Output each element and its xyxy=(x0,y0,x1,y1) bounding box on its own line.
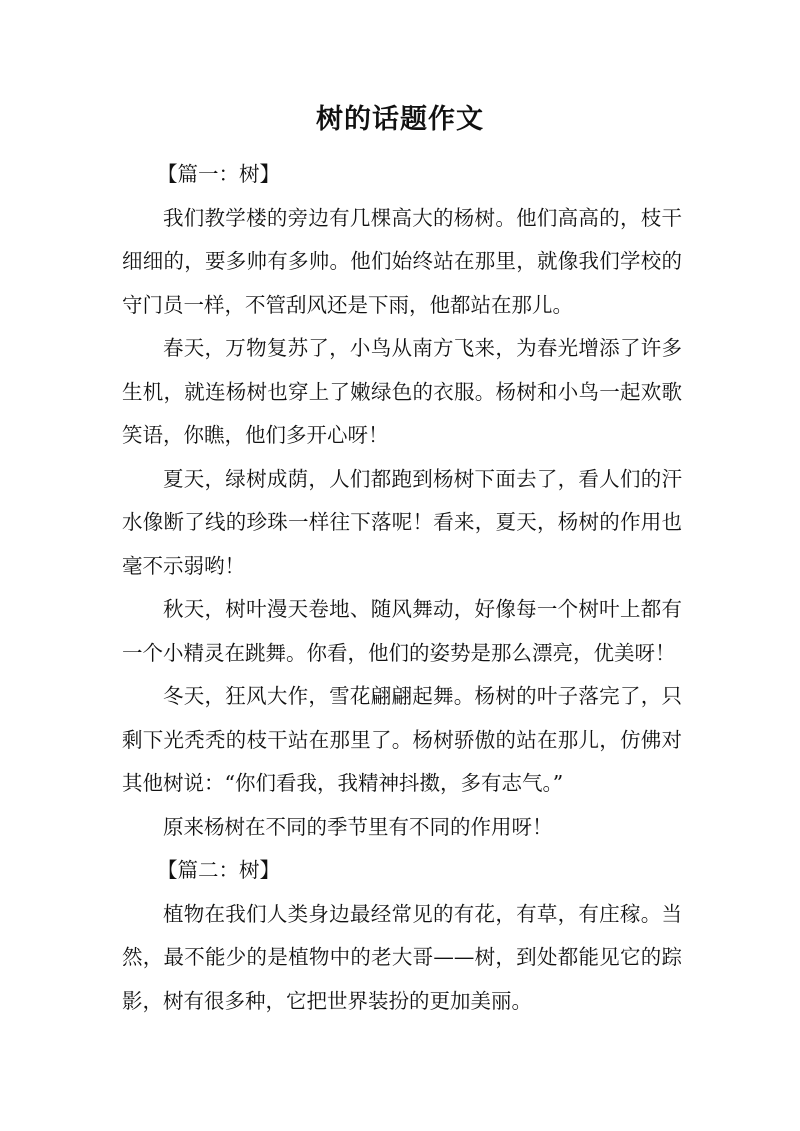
paragraph: 冬天，狂风大作，雪花翩翩起舞。杨树的叶子落完了，只剩下光秃秃的枝干站在那里了。杨树骄傲的站在那儿，仿佛对其他树说：“你们看我，我精神抖擞，多有志气。” xyxy=(122,684,682,795)
section-heading-1: 【篇一：树】 xyxy=(157,162,280,186)
paragraph: 我们教学楼的旁边有几棵高大的杨树。他们高高的，枝干细细的，要多帅有多帅。他们始终站在那里，就像我们学校的守门员一样，不管刮风还是下雨，他都站在那儿。 xyxy=(122,205,682,317)
paragraph: 春天，万物复苏了，小鸟从南方飞来，为春光增添了许多生机，就连杨树也穿上了嫩绿色的衣服。杨树和小鸟一起欢歌笑语，你瞧，他们多开心呀！ xyxy=(122,336,682,447)
document-title: 树的话题作文 xyxy=(316,104,484,135)
paragraph: 原来杨树在不同的季节里有不同的作用呀！ xyxy=(163,814,553,839)
paragraph: 植物在我们人类身边最经常见的有花，有草，有庄稼。当然，最不能少的是植物中的老大哥——树，到处都能见它的踪影，树有很多种，它把世界装扮的更加美丽。 xyxy=(122,901,682,1013)
paragraph: 秋天，树叶漫天卷地、随风舞动，好像每一个树叶上都有一个小精灵在跳舞。你看，他们的姿势是那么漂亮，优美呀！ xyxy=(122,597,682,665)
paragraph: 夏天，绿树成荫，人们都跑到杨树下面去了，看人们的汗水像断了线的珍珠一样往下落呢！看来，夏天，杨树的作用也毫不示弱哟！ xyxy=(122,466,682,578)
section-heading-2: 【篇二：树】 xyxy=(157,858,280,882)
document-body xyxy=(122,153,682,1023)
